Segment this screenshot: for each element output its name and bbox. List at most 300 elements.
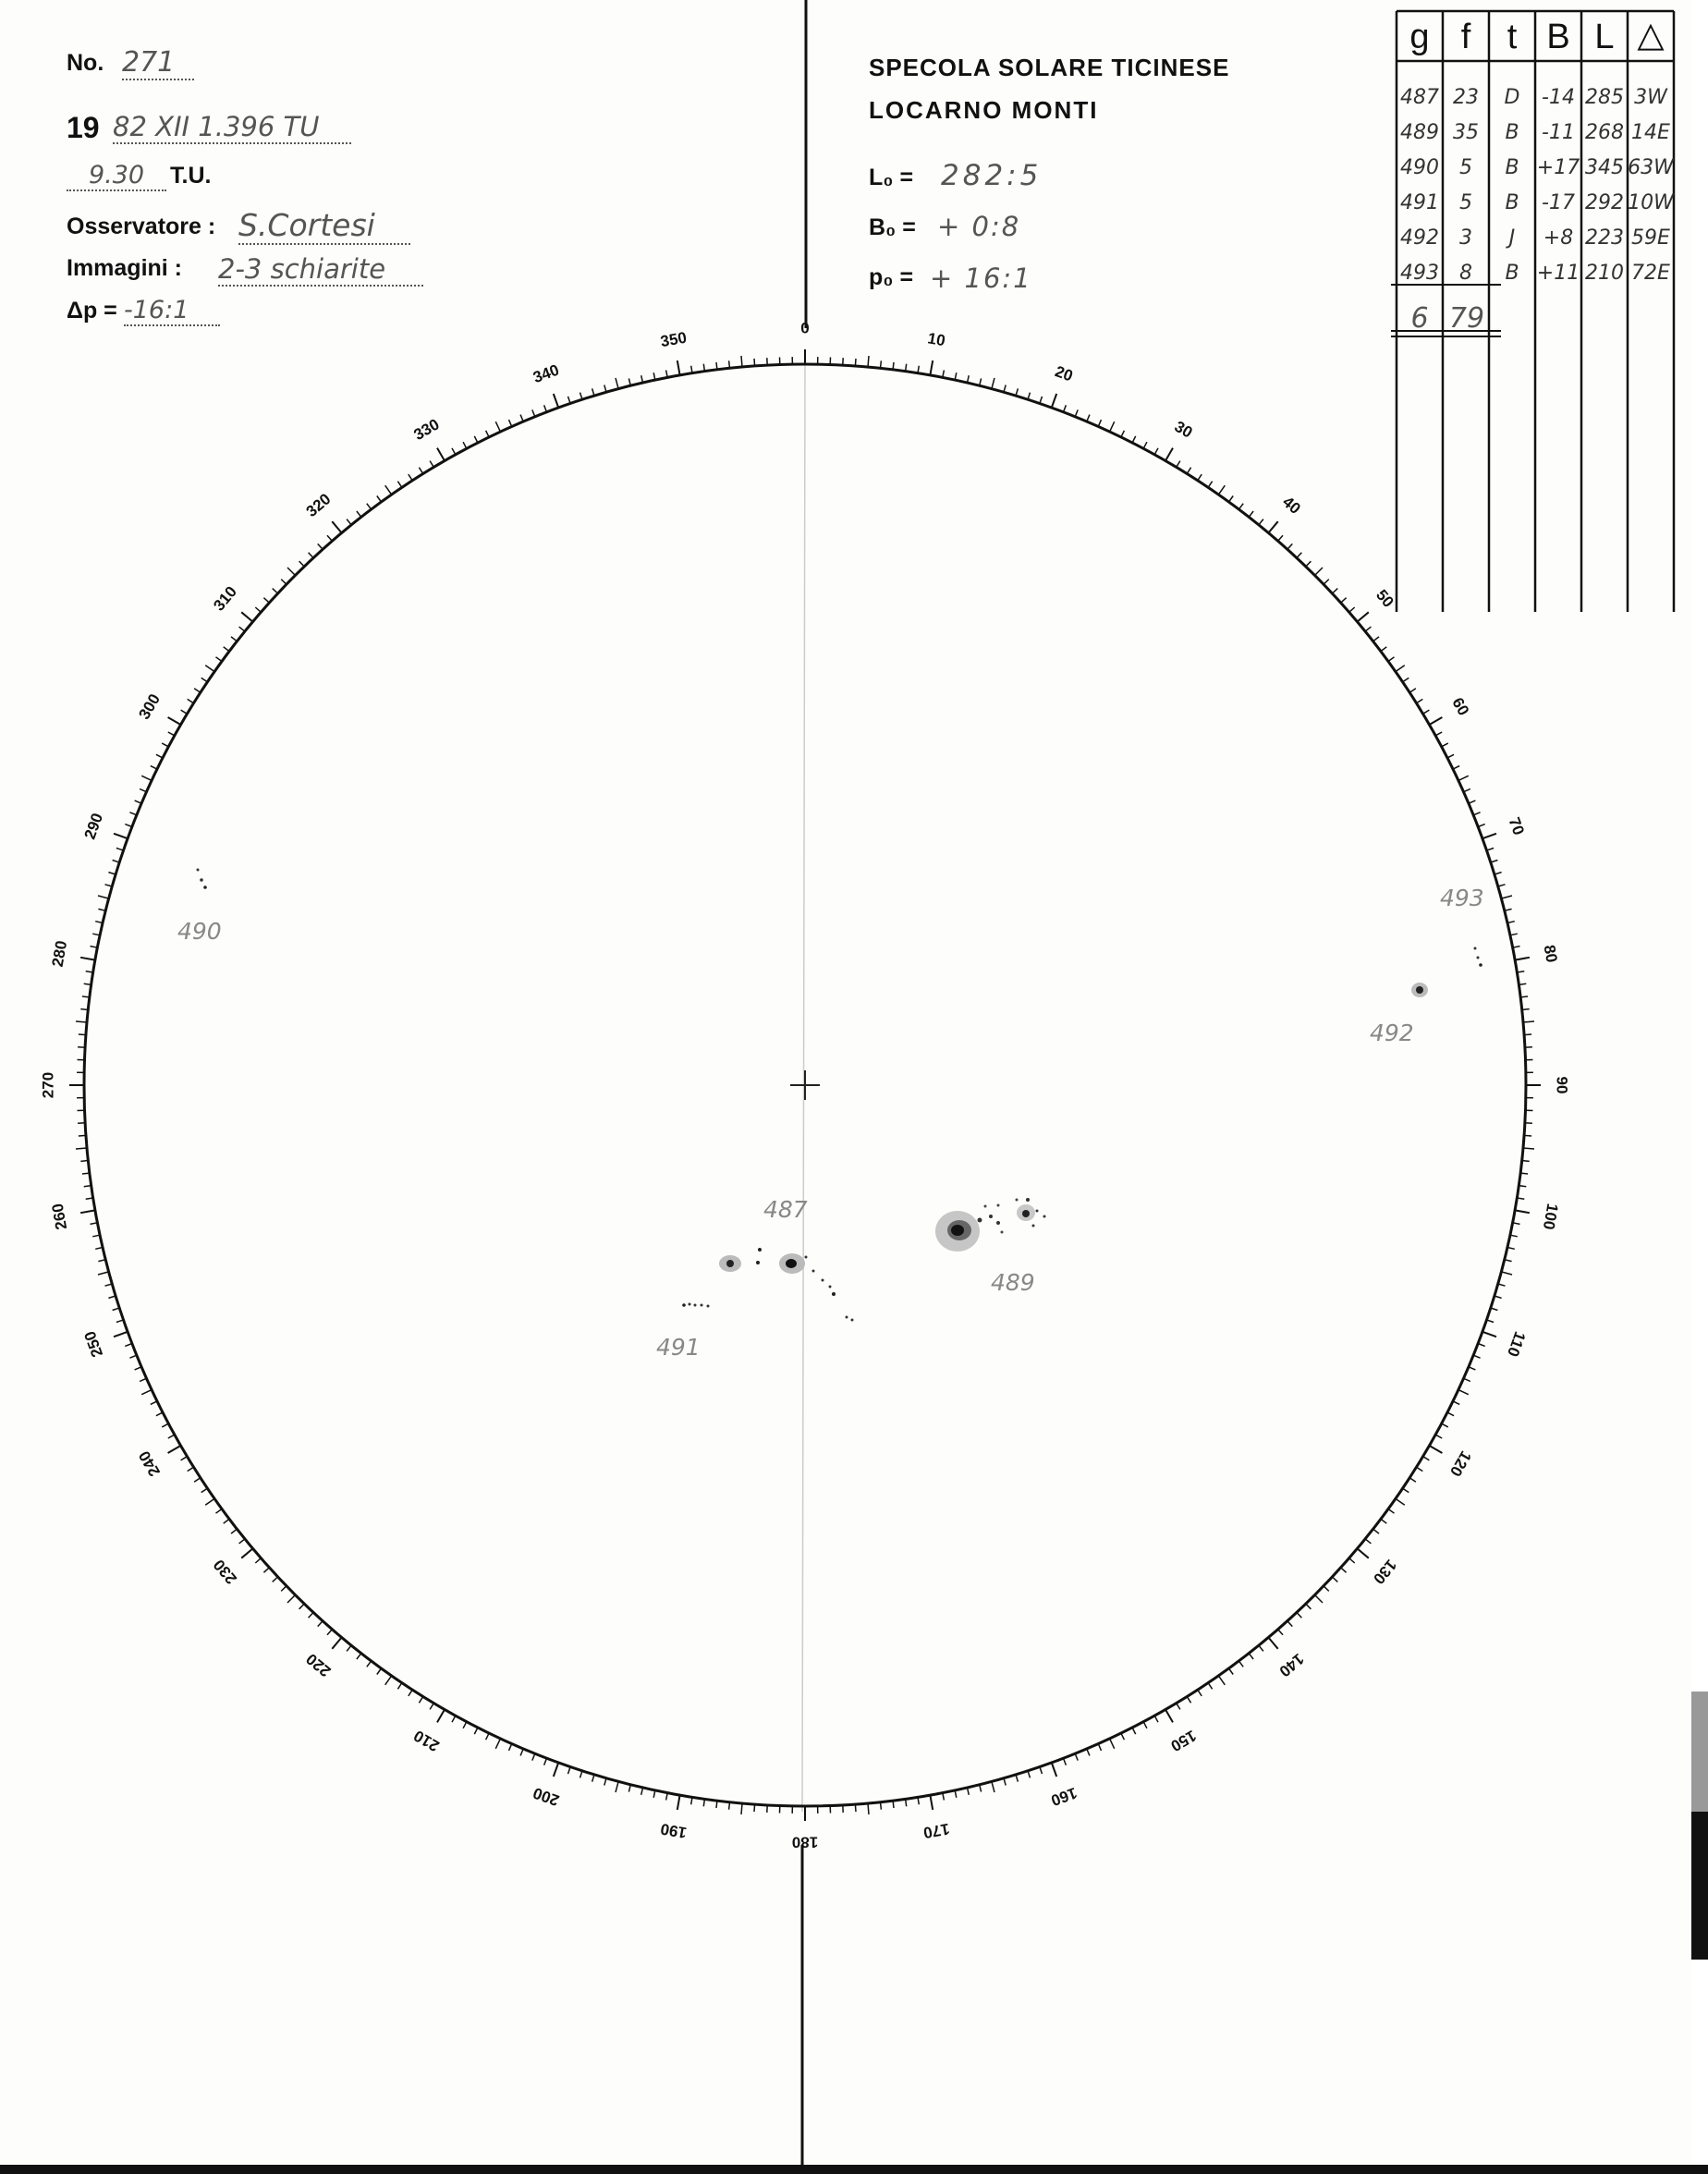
scale-tick <box>1458 776 1469 780</box>
scale-tick <box>544 405 547 412</box>
table-cell: B <box>1505 191 1519 214</box>
scale-tick <box>1430 1446 1443 1453</box>
table-cell: 35 <box>1453 121 1479 144</box>
scale-tick <box>677 1795 680 1810</box>
scale-tick <box>554 394 558 408</box>
scale-tick <box>1523 1021 1534 1022</box>
scale-label: 190 <box>659 1819 689 1842</box>
scale-tick <box>1098 420 1101 426</box>
scale-tick <box>273 589 278 593</box>
scale-tick <box>105 885 113 886</box>
scale-label: 260 <box>48 1202 71 1231</box>
table-cell: 5 <box>1459 191 1472 214</box>
table-cell: +17 <box>1536 156 1580 179</box>
observatory-name: SPECOLA SOLARE TICINESE <box>869 54 1230 81</box>
table-cell: 345 <box>1585 156 1624 179</box>
scale-tick <box>281 1586 287 1592</box>
b0-label: B₀ = <box>869 214 916 240</box>
scale-tick <box>377 496 382 503</box>
scale-label: 230 <box>210 1556 241 1588</box>
scale-tick <box>463 442 467 448</box>
scale-tick <box>327 535 332 541</box>
no-label: No. <box>67 50 104 76</box>
scale-tick <box>241 612 252 621</box>
scale-tick <box>1075 409 1078 416</box>
scale-tick <box>1365 1539 1371 1544</box>
group-label-491: 491 <box>656 1334 701 1361</box>
group-label-489: 489 <box>991 1269 1035 1296</box>
b0-value: + 0:8 <box>937 211 1021 242</box>
scale-tick <box>1473 812 1480 815</box>
scale-tick <box>188 699 194 702</box>
scale-label: 10 <box>926 329 947 350</box>
scale-tick <box>1403 1488 1409 1492</box>
table-cell: 268 <box>1585 121 1624 144</box>
scale-tick <box>357 511 361 517</box>
scale-tick <box>224 647 229 652</box>
scale-tick <box>741 356 742 367</box>
scale-tick <box>76 1021 87 1022</box>
table-cell: 5 <box>1459 156 1472 179</box>
scale-tick <box>520 1749 523 1755</box>
scale-tick <box>1278 1630 1283 1635</box>
scale-tick <box>357 1654 361 1659</box>
scale-label: 20 <box>1053 362 1076 385</box>
group-label-490: 490 <box>177 918 222 945</box>
scale-tick <box>1004 1778 1006 1786</box>
sunspot-group-487 <box>719 1248 854 1322</box>
scale-tick <box>495 1739 500 1749</box>
scale-label: 270 <box>39 1071 57 1099</box>
scale-tick <box>1515 1210 1530 1213</box>
scale-tick <box>1515 958 1530 960</box>
scale-label: 240 <box>135 1447 165 1480</box>
scale-label: 160 <box>1048 1783 1080 1810</box>
scale-tick <box>299 561 305 567</box>
scale-tick <box>80 1210 95 1213</box>
scale-tick <box>231 1529 237 1533</box>
table-cell: 23 <box>1453 86 1479 109</box>
sunspot-group-491 <box>682 1303 709 1308</box>
table-header-b: B <box>1546 18 1570 56</box>
scale-tick <box>1453 766 1459 770</box>
scale-tick <box>168 717 181 725</box>
scale-tick <box>287 1595 296 1604</box>
scale-tick <box>1198 1690 1202 1696</box>
scale-tick <box>893 362 894 370</box>
observatory-location: LOCARNO MONTI <box>869 96 1099 124</box>
scale-tick <box>716 362 717 370</box>
table-cell: 59E <box>1631 226 1670 250</box>
scale-tick <box>1287 544 1292 549</box>
scale-tick <box>80 1161 88 1162</box>
scale-label: 340 <box>531 360 562 387</box>
scale-tick <box>156 754 163 758</box>
scale-tick <box>1143 1722 1147 1728</box>
scale-tick <box>385 485 392 495</box>
scale-tick <box>318 1621 323 1627</box>
scale-label: 130 <box>1369 1556 1400 1588</box>
scale-tick <box>509 1744 512 1751</box>
scale-tick <box>194 1478 201 1482</box>
scale-tick <box>1478 1344 1485 1347</box>
scale-tick <box>1333 1577 1338 1582</box>
scale-tick <box>1435 732 1442 736</box>
scale-label: 60 <box>1448 694 1473 719</box>
scale-tick <box>1435 1435 1442 1438</box>
scale-tick <box>1442 1423 1448 1427</box>
scale-label: 80 <box>1540 943 1561 964</box>
scale-tick <box>1287 1621 1292 1627</box>
scale-tick <box>129 1355 136 1358</box>
scale-tick <box>419 468 422 474</box>
table-cell: 8 <box>1459 262 1472 285</box>
scale-tick <box>135 1367 141 1370</box>
scale-tick <box>79 1034 86 1035</box>
scale-tick <box>532 1753 535 1760</box>
scale-tick <box>1198 474 1202 481</box>
scale-tick <box>1523 1148 1534 1149</box>
scale-tick <box>474 436 478 443</box>
scale-label: 100 <box>1539 1202 1562 1231</box>
scale-tick <box>1297 1613 1301 1618</box>
scale-tick <box>168 1446 181 1453</box>
scale-label: 90 <box>1553 1076 1571 1094</box>
table-cell: 493 <box>1400 262 1439 285</box>
scale-tick <box>1373 1529 1379 1533</box>
scale-tick <box>1469 1367 1475 1370</box>
scale-tick <box>716 1801 717 1808</box>
scale-tick <box>437 448 445 461</box>
table-cell: 3 <box>1459 226 1472 250</box>
time-label: T.U. <box>170 163 212 189</box>
scale-tick <box>1259 1645 1263 1651</box>
scale-tick <box>604 1778 606 1786</box>
scale-tick <box>156 1412 163 1416</box>
scale-tick <box>76 1148 87 1149</box>
scale-tick <box>1417 1467 1423 1471</box>
scale-tick <box>1268 1638 1277 1649</box>
scale-tick <box>1524 1135 1531 1136</box>
scale-tick <box>327 1630 332 1635</box>
scale-label: 350 <box>659 328 689 351</box>
table-header-g: g <box>1409 18 1430 56</box>
p0-label: p₀ = <box>869 264 914 290</box>
scale-tick <box>1501 1272 1512 1275</box>
scale-tick <box>1087 415 1090 421</box>
scale-tick <box>1341 1568 1347 1572</box>
scale-tick <box>1315 1595 1324 1604</box>
table-cell: 489 <box>1400 121 1439 144</box>
scale-label: 70 <box>1505 814 1528 837</box>
scale-tick <box>80 958 95 960</box>
scale-tick <box>281 580 287 585</box>
table-cell: 72E <box>1631 262 1670 285</box>
sunspot-group-492 <box>1411 983 1428 997</box>
scale-label: 0 <box>800 319 810 337</box>
group-label-487: 487 <box>763 1196 808 1223</box>
scale-tick <box>1121 431 1125 437</box>
no-value: 271 <box>122 46 194 80</box>
l0-label: L₀ = <box>869 165 914 190</box>
scale-tick <box>1396 666 1405 672</box>
scale-label: 300 <box>135 690 165 723</box>
scale-tick <box>141 1390 152 1395</box>
scale-tick <box>1064 1758 1067 1765</box>
scale-tick <box>273 1577 278 1582</box>
table-header-l: L <box>1594 18 1615 56</box>
scale-tick <box>141 776 152 780</box>
scale-tick <box>255 607 261 612</box>
table-cell: 223 <box>1585 226 1624 250</box>
scale-tick <box>287 568 296 576</box>
scale-tick <box>1154 1716 1158 1722</box>
scale-tick <box>309 553 313 558</box>
p0-value: + 16:1 <box>930 263 1032 294</box>
table-cell: J <box>1508 226 1516 250</box>
l0-value: 282:5 <box>941 159 1043 192</box>
scale-label: 310 <box>210 582 241 615</box>
scale-tick <box>263 1568 269 1572</box>
scale-tick <box>1396 1498 1405 1505</box>
scale-tick <box>1218 1676 1225 1685</box>
observer-value: S.Cortesi <box>238 207 410 245</box>
scale-tick <box>162 743 168 747</box>
scale-tick <box>194 689 201 692</box>
scale-tick <box>1132 1728 1136 1734</box>
sunspot-group-490 <box>197 869 207 889</box>
scale-tick <box>1324 580 1329 585</box>
scale-tick <box>1388 1509 1395 1514</box>
scale-tick <box>1278 535 1283 541</box>
scale-tick <box>409 1690 412 1696</box>
scale-tick <box>168 732 175 736</box>
scale-tick <box>1165 448 1173 461</box>
scale-tick <box>992 378 994 389</box>
scale-tick <box>114 1332 128 1337</box>
scale-tick <box>992 1781 994 1792</box>
scale-tick <box>729 360 730 368</box>
scale-tick <box>1349 607 1355 612</box>
scale-tick <box>1349 1558 1355 1563</box>
scale-tick <box>544 1758 547 1765</box>
scale-tick <box>1075 1753 1078 1760</box>
scale-tick <box>1306 561 1312 567</box>
scale-tick <box>509 420 512 426</box>
scale-tick <box>1498 1284 1506 1286</box>
scale-tick <box>255 1558 261 1563</box>
scale-tick <box>299 1604 305 1609</box>
scale-tick <box>80 1009 88 1010</box>
scale-label: 170 <box>921 1819 951 1842</box>
scale-tick <box>1154 448 1158 455</box>
scale-tick <box>367 504 372 509</box>
scale-tick <box>1501 896 1512 898</box>
scale-label: 30 <box>1171 417 1196 442</box>
scale-tick <box>332 521 341 532</box>
table-cell: B <box>1505 156 1519 179</box>
disk-center-cross <box>790 1070 820 1100</box>
group-label-493: 493 <box>1440 885 1484 911</box>
scale-tick <box>1498 885 1506 886</box>
scale-tick <box>224 1519 229 1523</box>
scale-tick <box>347 1645 351 1651</box>
scale-tick <box>201 1488 208 1492</box>
scale-tick <box>1381 647 1386 652</box>
scale-tick <box>868 1803 869 1814</box>
table-total-groups: 6 <box>1410 302 1429 335</box>
scale-tick <box>98 1272 109 1275</box>
scale-tick <box>1177 461 1180 468</box>
scale-tick <box>1482 1332 1496 1337</box>
table-header-t: t <box>1507 18 1518 56</box>
scale-tick <box>532 409 535 416</box>
table-cell: -17 <box>1542 191 1575 214</box>
scan-edge-strip <box>1691 0 1708 2174</box>
table-cell: 487 <box>1400 86 1439 109</box>
scale-tick <box>1520 1173 1528 1174</box>
scale-tick <box>1365 627 1371 631</box>
scale-tick <box>1469 800 1475 803</box>
scale-tick <box>1447 754 1454 758</box>
scale-tick <box>1110 421 1115 432</box>
table-cell: D <box>1504 86 1520 109</box>
scale-tick <box>677 360 680 375</box>
scale-tick <box>125 1344 132 1347</box>
table-cell: 14E <box>1631 121 1670 144</box>
scale-tick <box>1478 824 1485 827</box>
scale-tick <box>930 360 933 375</box>
scale-tick <box>1381 1519 1386 1523</box>
scale-tick <box>1004 385 1006 393</box>
scale-tick <box>241 1548 252 1557</box>
year-prefix: 19 <box>67 111 100 144</box>
scale-tick <box>216 1509 223 1514</box>
scale-label: 140 <box>1275 1649 1308 1680</box>
scale-tick <box>486 431 490 437</box>
table-cell: 285 <box>1585 86 1624 109</box>
table-cell: 491 <box>1400 191 1439 214</box>
scale-tick <box>409 474 412 481</box>
scale-tick <box>377 1668 382 1675</box>
scale-tick <box>397 1683 401 1690</box>
scale-tick <box>1208 1683 1212 1690</box>
scale-label: 220 <box>302 1649 335 1680</box>
scale-tick <box>741 1803 742 1814</box>
scale-tick <box>114 834 128 838</box>
images-value: 2-3 schiarite <box>218 253 423 287</box>
scale-tick <box>125 824 132 827</box>
scale-tick <box>135 800 141 803</box>
scale-label: 120 <box>1446 1447 1475 1480</box>
scale-tick <box>1423 710 1430 714</box>
scale-tick <box>881 360 882 368</box>
table-header-f: f <box>1460 18 1471 56</box>
sunspot-group-table <box>1391 11 1675 612</box>
scale-label: 40 <box>1279 493 1304 518</box>
observer-label: Osservatore : <box>67 214 216 239</box>
scale-tick <box>1297 553 1301 558</box>
scale-tick <box>430 1704 433 1710</box>
scale-tick <box>893 1801 894 1808</box>
scale-tick <box>216 657 223 662</box>
scale-tick <box>385 1676 392 1685</box>
scale-tick <box>1208 482 1212 488</box>
scale-label: 150 <box>1167 1726 1200 1755</box>
scale-tick <box>181 1457 188 1460</box>
scale-tick <box>1403 678 1409 681</box>
table-cell: 3W <box>1634 86 1667 109</box>
scale-label: 280 <box>48 939 71 969</box>
scale-tick <box>1358 612 1369 621</box>
scale-tick <box>437 1710 445 1723</box>
table-cell: -11 <box>1542 121 1575 144</box>
scale-tick <box>1110 1739 1115 1749</box>
scale-tick <box>1064 405 1067 412</box>
scale-tick <box>82 996 90 997</box>
scale-tick <box>181 710 188 714</box>
scale-tick <box>1187 468 1190 474</box>
scale-tick <box>463 1722 467 1728</box>
scan-bottom-edge <box>0 2165 1708 2174</box>
scale-tick <box>1249 1654 1253 1659</box>
scale-tick <box>1333 589 1338 593</box>
scale-tick <box>616 1781 618 1792</box>
scale-tick <box>1442 743 1448 747</box>
scale-tick <box>168 1435 175 1438</box>
sunspot-group-489 <box>935 1198 1046 1252</box>
table-cell: 490 <box>1400 156 1439 179</box>
scale-tick <box>1524 1034 1531 1035</box>
scale-tick <box>82 1173 90 1174</box>
table-cell: 292 <box>1585 191 1624 214</box>
table-cell: +11 <box>1536 262 1580 285</box>
scale-tick <box>1238 504 1243 509</box>
scale-tick <box>486 1733 490 1740</box>
time-value: 9.30 <box>67 161 166 191</box>
images-label: Immagini : <box>67 255 183 281</box>
scale-tick <box>1121 1733 1125 1740</box>
scale-tick <box>397 482 401 488</box>
scale-tick <box>1052 394 1056 408</box>
scale-tick <box>1409 689 1416 692</box>
scale-tick <box>855 1804 856 1812</box>
scale-tick <box>140 789 146 792</box>
scale-tick <box>205 666 214 672</box>
scale-tick <box>239 1539 245 1544</box>
scale-tick <box>318 544 323 549</box>
scale-tick <box>140 1378 146 1381</box>
scale-tick <box>1358 1548 1369 1557</box>
scale-tick <box>1229 1668 1234 1675</box>
scale-label: 210 <box>410 1726 443 1755</box>
scale-tick <box>855 359 856 366</box>
scale-tick <box>347 519 351 525</box>
scale-tick <box>151 1401 157 1405</box>
date-value: 82 XII 1.396 TU <box>113 111 351 144</box>
scale-tick <box>616 378 618 389</box>
scale-label: 250 <box>80 1328 107 1360</box>
scale-tick <box>1430 717 1443 725</box>
scale-tick <box>554 1763 558 1777</box>
scale-label: 180 <box>791 1833 819 1851</box>
scale-tick <box>1306 1604 1312 1609</box>
scale-tick <box>754 359 755 366</box>
scale-tick <box>1522 1009 1530 1010</box>
scale-tick <box>1473 1355 1480 1358</box>
scale-tick <box>79 1135 86 1136</box>
scale-tick <box>1187 1697 1190 1704</box>
